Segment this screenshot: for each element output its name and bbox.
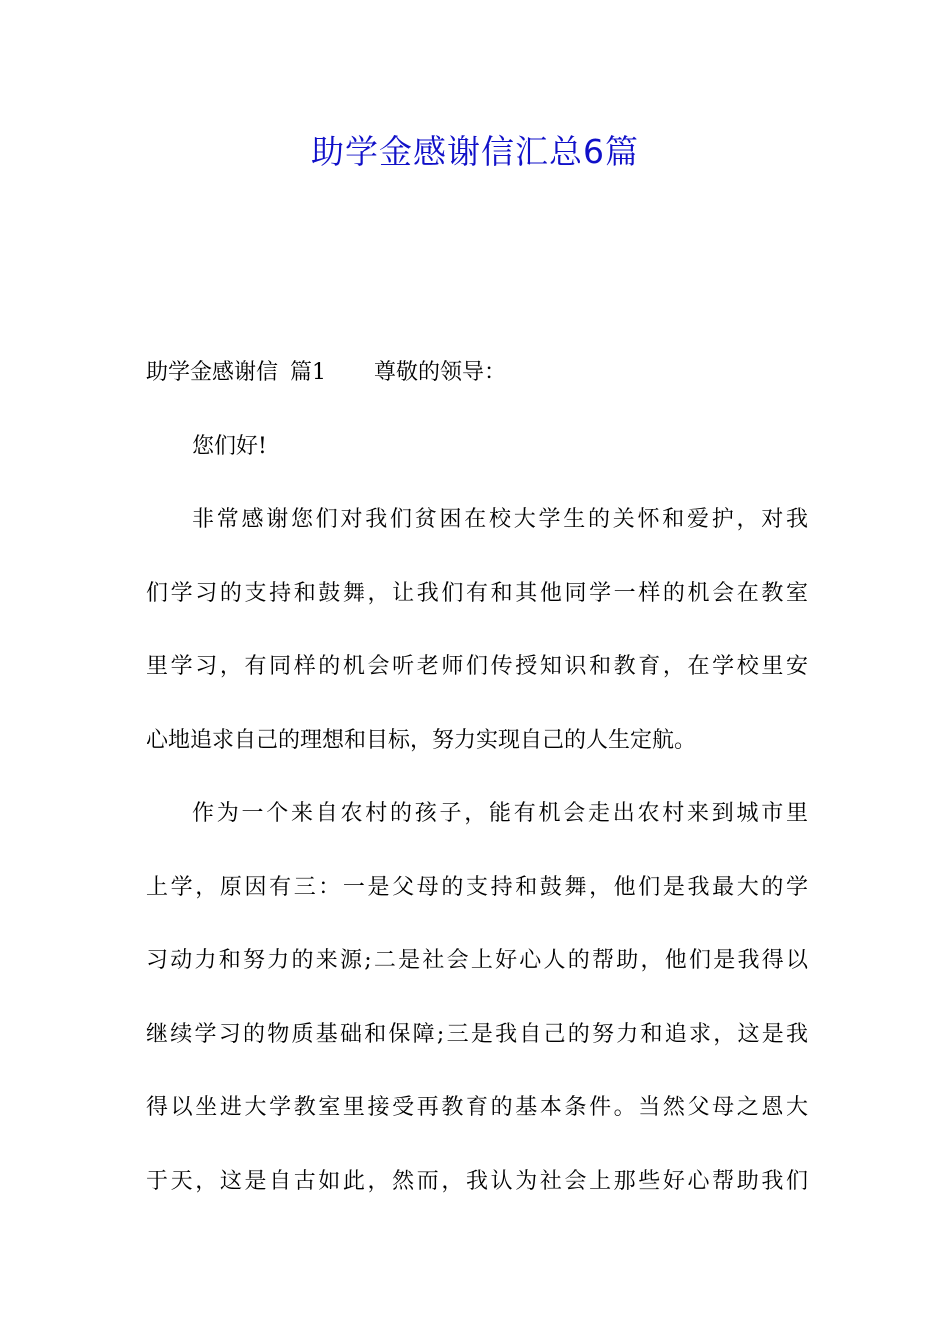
paragraph-2-line: 作为一个来自农村的孩子，能有机会走出农村来到城市里 bbox=[192, 801, 808, 826]
document-title: 助学金感谢信汇总6篇 bbox=[311, 132, 639, 171]
letter-body bbox=[146, 336, 808, 1218]
paragraph-1-line: 们学习的支持和鼓舞，让我们有和其他同学一样的机会在教室 bbox=[146, 580, 808, 606]
paragraph-2-line: 继续学习的物质基础和保障;三是我自己的努力和追求，这是我 bbox=[146, 1021, 808, 1047]
paragraph-2-line: 得以坐进大学教室里接受再教育的基本条件。当然父母之恩大 bbox=[146, 1095, 808, 1120]
paragraph-2-line: 习动力和努力的来源;二是社会上好心人的帮助，他们是我得以 bbox=[146, 948, 808, 973]
paragraph-1-line: 非常感谢您们对我们贫困在校大学生的关怀和爱护，对我 bbox=[192, 507, 808, 532]
paragraph-1-line: 里学习，有同样的机会听老师们传授知识和教育，在学校里安 bbox=[146, 654, 808, 679]
letter-heading-title: 助学金感谢信 bbox=[146, 360, 279, 385]
salutation: 尊敬的领导： bbox=[374, 360, 507, 385]
letter-heading-line bbox=[146, 336, 808, 410]
paragraph-2-line: 于天，这是自古如此，然而，我认为社会上那些好心帮助我们 bbox=[146, 1168, 808, 1194]
paragraph-2-line: 上学，原因有三：一是父母的支持和鼓舞，他们是我最大的学 bbox=[146, 874, 808, 900]
letter-heading-number: 篇1 bbox=[290, 360, 327, 385]
paragraph-1-line: 心地追求自己的理想和目标，努力实现自己的人生定航。 bbox=[146, 727, 697, 753]
greeting: 您们好! bbox=[192, 433, 267, 459]
